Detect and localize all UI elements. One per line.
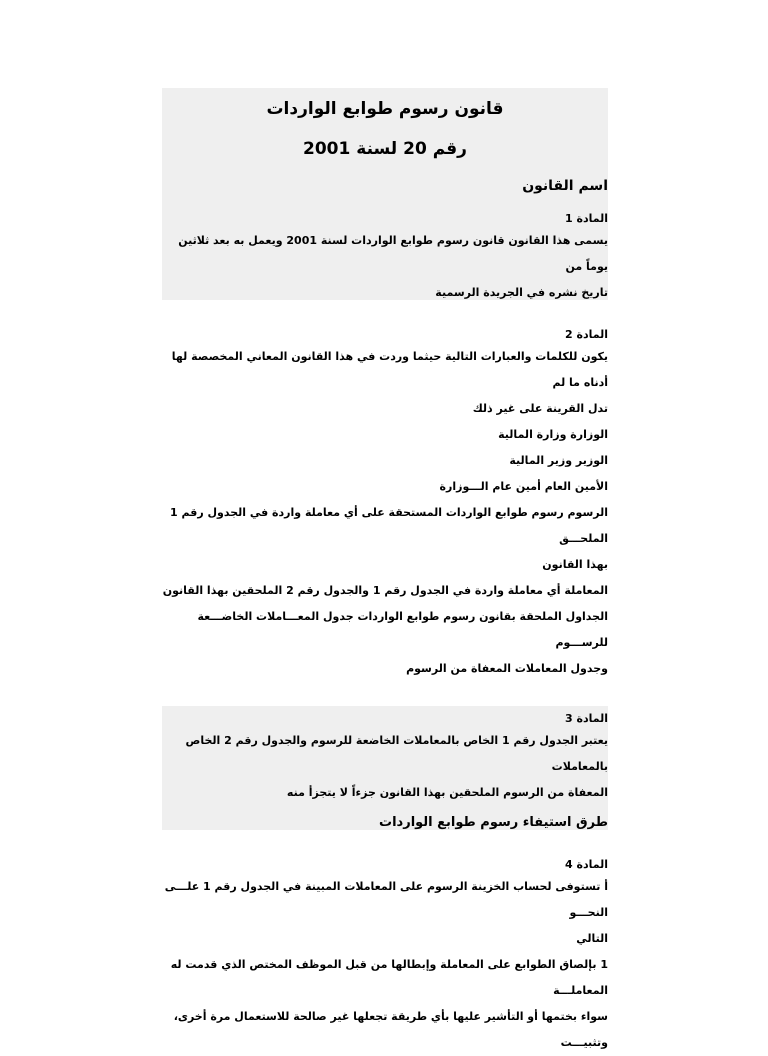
section-heading-collection-methods: طرق استيفاء رسوم طوابع الواردات <box>379 815 608 830</box>
article-3-line: يعتبر الجدول رقم 1 الخاص بالمعاملات الخاضعة للرسوم والجدول رقم 2 الخاص بالمعاملات <box>185 734 608 773</box>
article-2-line: بهذا القانون <box>542 558 608 571</box>
article-2-line: يكون للكلمات والعبارات التالية حيثما وردت في هذا القانون المعاني المخصصة لها أدناه ما لم <box>171 350 608 389</box>
article-2-line: الرسوم رسوم طوابع الواردات المستحقة على أي معاملة واردة في الجدول رقم 1 الملحـــق <box>170 506 608 545</box>
article-4-section <box>162 856 608 1056</box>
section-heading-law-name: اسم القانون <box>522 178 608 194</box>
document-page <box>162 88 608 1056</box>
article-1-line: يسمى هذا القانون قانون رسوم طوابع الواردات لسنة 2001 ويعمل به بعد ثلاثين يوماً من <box>178 234 608 273</box>
article-3-section <box>162 706 608 830</box>
article-4-line: 1 بإلصاق الطوابع على المعاملة وإبطالها من قبل الموظف المختص الذي قدمت له المعاملـــة <box>170 958 608 997</box>
article-4-line: التالي <box>576 932 608 945</box>
article-2-line: الأمين العام أمين عام الـــوزارة <box>439 480 608 493</box>
article-2-line: الجداول الملحقة بقانون رسوم طوابع الواردات جدول المعـــاملات الخاضـــعة للرســـوم <box>197 610 608 649</box>
article-3-line: المعفاة من الرسوم الملحقين بهذا القانون جزءاً لا يتجزأ منه <box>286 786 608 799</box>
article-3-label: المادة 3 <box>564 712 608 725</box>
article-2-label: المادة 2 <box>564 328 608 341</box>
article-2-section <box>162 326 608 682</box>
article-4-line: سواء بختمها أو التأشير عليها بأي طريقة تجعلها غير صالحة للاستعمال مرة أخرى، وتثبيـــت <box>173 1010 608 1049</box>
article-1-line: تاريخ نشره في الجريدة الرسمية <box>435 286 608 299</box>
article-2-line: الوزارة وزارة المالية <box>498 428 608 441</box>
article-2-line: تدل القرينة على غير ذلك <box>472 402 608 415</box>
article-2-line: الوزير وزير المالية <box>509 454 608 467</box>
article-4-label: المادة 4 <box>564 858 608 871</box>
law-number: رقم 20 لسنة 2001 <box>303 139 467 159</box>
article-1-section <box>162 88 608 300</box>
article-2-line: وجدول المعاملات المعفاة من الرسوم <box>406 662 608 675</box>
article-4-line: أ تستوفى لحساب الخزينة الرسوم على المعاملات المبينة في الجدول رقم 1 علـــى النحـــو <box>164 880 608 919</box>
law-title: قانون رسوم طوابع الواردات <box>266 99 504 119</box>
article-1-label: المادة 1 <box>564 212 608 225</box>
article-2-line: المعاملة أي معاملة واردة في الجدول رقم 1 والجدول رقم 2 الملحقين بهذا القانون <box>162 584 608 597</box>
